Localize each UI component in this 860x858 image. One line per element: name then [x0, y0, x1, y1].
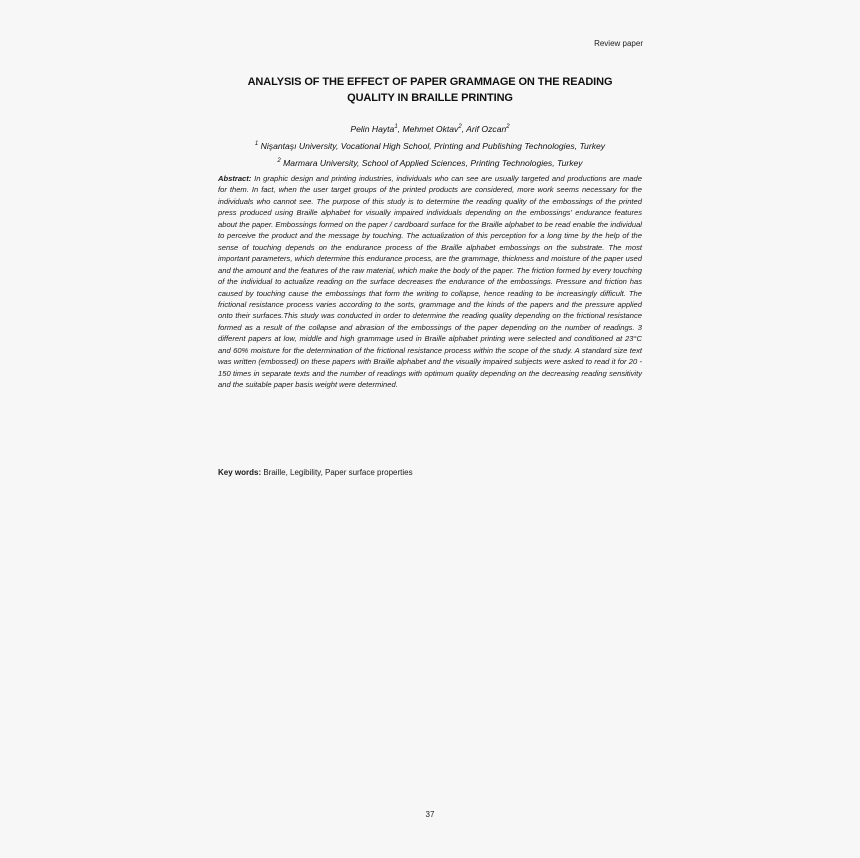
abstract-text: In graphic design and printing industries, individuals who can see are usually targeted and productions are made for them. In fact, when the user target groups of the printed products are considered, more work seems necessary for the individuals who cannot see. The purpose of this study is to determine the reading quality of the embossings of the printed press produced using Braille alphabet for visually impaired individuals depending on the embossings' endurance features about the paper. Embossings formed on the paper / cardboard surface for the Braille alphabet to be read enable the individual to perceive the product and the message by touching. The actualization of this perception for a long time by the help of the sense of touching depends on the endurance process of the Braille alphabet embossings on the substrate. The most important parameters, which determine this endurance process, are the grammage, thickness and moisture of the paper used and the amount and the features of the raw material, which make the body of the paper. The friction formed by every touching of the individual to actualize reading on the surface decreases the endurance of the embossings. Pressure and friction has caused by touching cause the embossings that form the writing to collapse, hence reading to be increasingly difficult. The frictional resistance process varies according to the sorts, grammage and the kinds of the papers and the pressure applied onto their surfaces.This study was conducted in order to determine the reading quality depending on the frictional resistance formed as a result of the collapse and abrasion of the embossings of the paper depending on the number of readings. 3 different papers at low, middle and high grammage used in Braille alphabet printing were selected and conditioned at 23°C and 60% moisture for the determination of the frictional resistance process within the scope of the study. A standard size text was written (embossed) on these papers with Braille alphabet and the visually impaired subjects were asked to read it for 20 - 150 times in separate texts and the number of readings with optimum quality depending on the decreasing reading sensitivity and the suitable paper basis weight were determined.: [218, 174, 642, 390]
keywords-text: Braille, Legibility, Paper surface properties: [263, 468, 413, 477]
affiliation-1: [218, 137, 642, 154]
author-sup: 1: [394, 124, 398, 130]
author-sup: 2: [458, 124, 462, 130]
abstract-label: Abstract:: [218, 174, 252, 183]
keywords: [218, 468, 642, 477]
review-paper-label: Review paper: [594, 39, 643, 48]
author-name: Mehmet Oktav: [402, 123, 459, 134]
abstract: [218, 173, 642, 391]
page-number: 37: [425, 810, 435, 819]
authors-block: [218, 120, 642, 171]
author-sup: 2: [506, 124, 510, 130]
title-line-1: ANALYSIS OF THE EFFECT OF PAPER GRAMMAGE ON THE READING: [247, 76, 613, 88]
affiliation-sup: 2: [277, 157, 281, 164]
affiliation-2: [218, 154, 642, 171]
keywords-label: Key words:: [218, 468, 262, 477]
affiliation-text: Nişantaşı University, Vocational High School, Printing and Publishing Technologies, Turkey: [260, 140, 606, 151]
paper-title: [218, 74, 642, 106]
author-list: Pelin Hayta$^1$, Mehmet Oktav$^2$, Arif Ozcan$^2$: [350, 123, 510, 134]
author-name: Arif Ozcan: [466, 123, 507, 134]
author-name: Pelin Hayta: [350, 123, 395, 134]
title-line-2: QUALITY IN BRAILLE PRINTING: [347, 92, 513, 104]
affiliation-text: Marmara University, School of Applied Sciences, Printing Technologies, Turkey: [283, 157, 583, 168]
affiliation-sup: 1: [254, 140, 259, 147]
